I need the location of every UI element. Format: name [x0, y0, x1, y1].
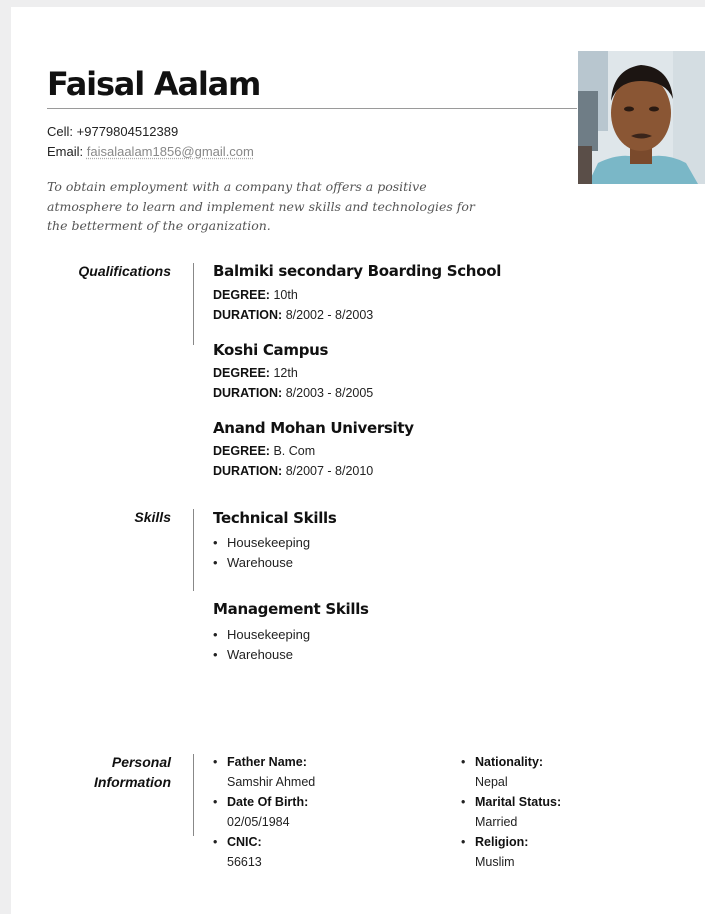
skills-divider [193, 509, 194, 591]
father-name-key: • Father Name: [227, 755, 307, 769]
qualification-duration: DURATION: 8/2003 - 8/2005 [213, 386, 374, 400]
objective-text: To obtain employment with a company that offers a positive atmosphere to learn and implement new skills and technologies for the betterment of the organization. [47, 179, 475, 233]
qualification-school: Anand Mohan University [213, 419, 414, 437]
marital-status-key: • Marital Status: [475, 795, 561, 809]
skills-group-title: Management Skills [213, 600, 369, 618]
religion-value: Muslim [475, 855, 515, 869]
contact-email [47, 144, 254, 159]
qualifications-label: Qualifications [78, 263, 171, 279]
skill-item: • Warehouse [227, 647, 293, 662]
qualification-school: Balmiki secondary Boarding School [213, 262, 502, 280]
contact-cell [47, 124, 178, 139]
nationality-value: Nepal [475, 775, 508, 789]
resume-page [11, 7, 705, 914]
header-divider [47, 108, 577, 109]
personal-info-label [21, 752, 171, 792]
qualification-degree: DEGREE: 12th [213, 366, 298, 380]
dob-value: 02/05/1984 [227, 815, 290, 829]
skill-item: • Housekeeping [227, 535, 310, 550]
cnic-value: 56613 [227, 855, 262, 869]
email-label: Email: [47, 144, 84, 159]
cell-label: Cell: [47, 124, 74, 139]
candidate-name: Faisal Aalam [47, 65, 261, 103]
qualification-duration: DURATION: 8/2007 - 8/2010 [213, 464, 374, 478]
nationality-key: • Nationality: [475, 755, 543, 769]
skill-item: • Warehouse [227, 555, 293, 570]
email-link[interactable]: faisalaalam1856@gmail.com [86, 144, 254, 159]
skill-item: • Housekeeping [227, 627, 310, 642]
personal-info-label-line2: Information [94, 774, 171, 790]
qualification-degree: DEGREE: 10th [213, 288, 298, 302]
cell-value: +9779804512389 [76, 124, 179, 139]
skills-label: Skills [134, 509, 171, 525]
profile-photo [578, 51, 705, 184]
marital-status-value: Married [475, 815, 518, 829]
personal-info-label-line1: Personal [111, 754, 171, 770]
qualification-degree: DEGREE: B. Com [213, 444, 316, 458]
personal-info-divider [193, 754, 194, 836]
qualification-school: Koshi Campus [213, 341, 329, 359]
skills-group-title: Technical Skills [213, 509, 337, 527]
religion-key: • Religion: [475, 835, 528, 849]
dob-key: • Date Of Birth: [227, 795, 308, 809]
father-name-value: Samshir Ahmed [227, 775, 316, 789]
qualifications-divider [193, 263, 194, 345]
cnic-key: • CNIC: [227, 835, 262, 849]
qualification-duration: DURATION: 8/2002 - 8/2003 [213, 308, 374, 322]
